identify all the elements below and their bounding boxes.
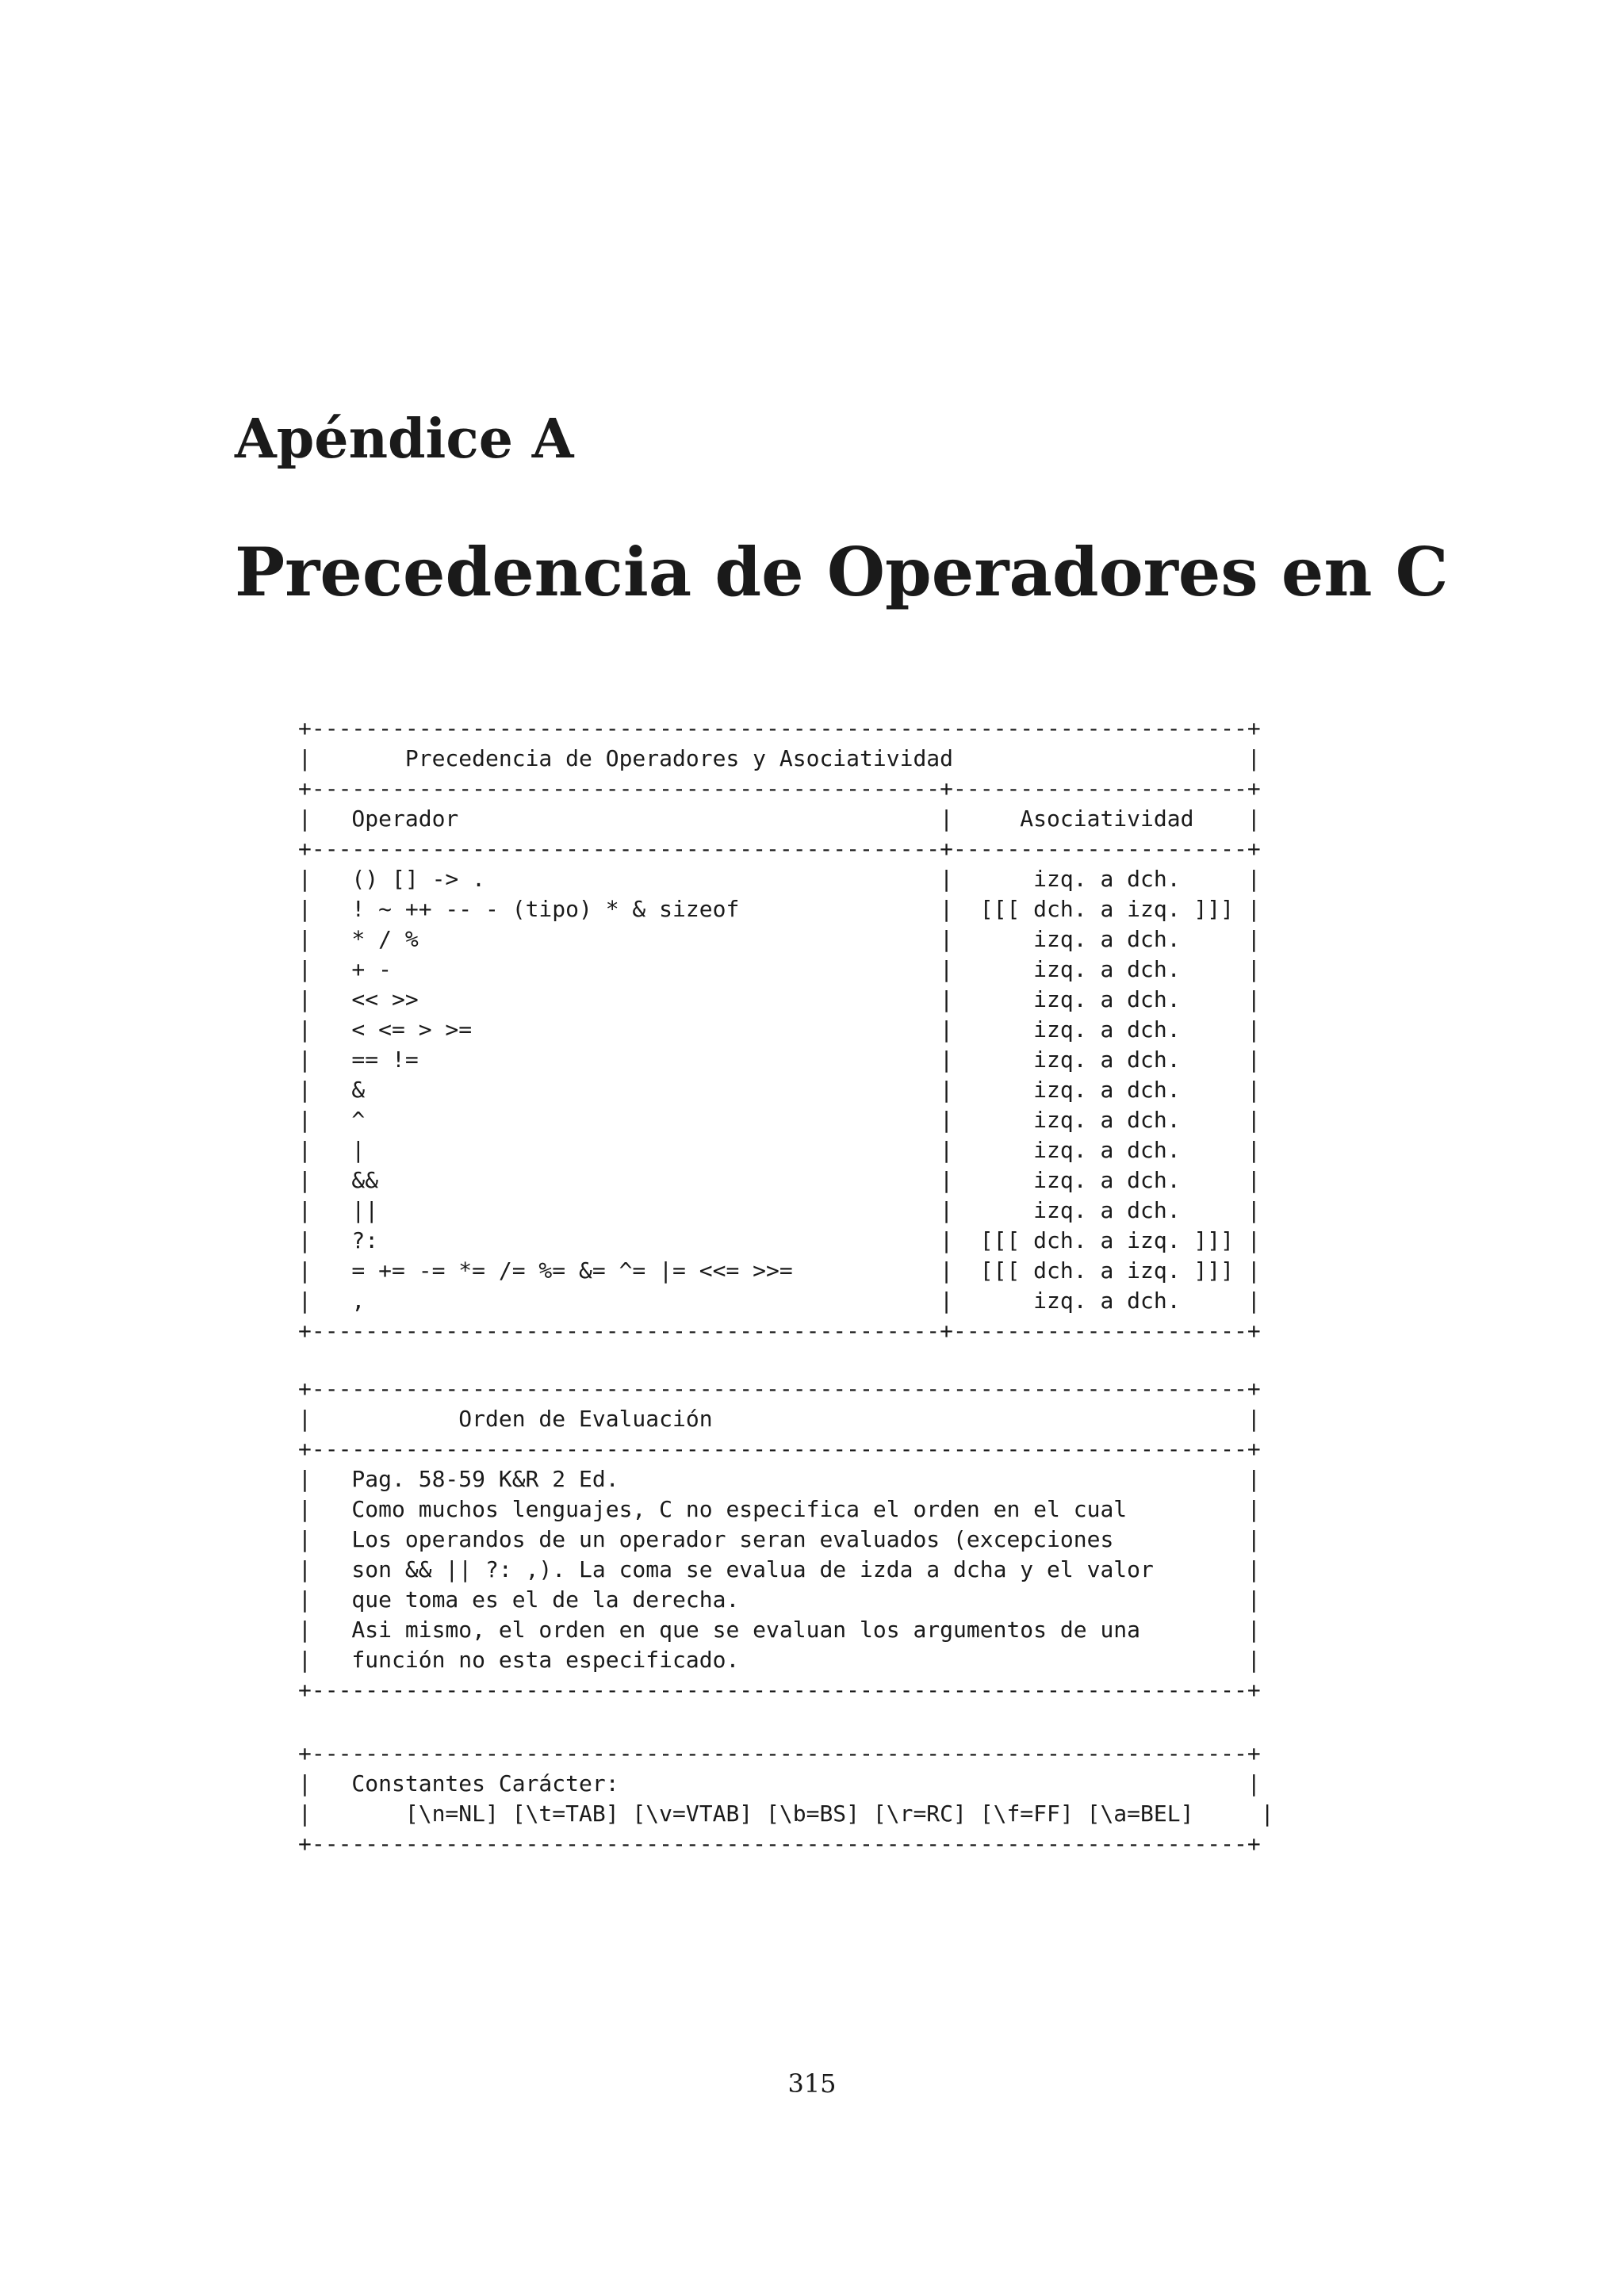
precedence-table-line: +----------------------------------------------------------------------+ <box>298 715 1261 741</box>
evaluation-order-box-line: | función no esta especificado. | <box>298 1647 1261 1673</box>
chapter-label: Apéndice A <box>235 408 574 471</box>
precedence-table-line: | = += -= *= /= %= &= ^= |= <<= >>= | [[[ dch. a izq. ]]] | <box>298 1257 1261 1284</box>
character-constants-box <box>298 1739 1274 1859</box>
evaluation-order-box-line: | Los operandos de un operador seran evaluados (excepciones | <box>298 1526 1261 1552</box>
evaluation-order-box-line: | que toma es el de la derecha. | <box>298 1586 1261 1613</box>
precedence-table <box>298 714 1261 1346</box>
precedence-table-line: | & | izq. a dch. | <box>298 1077 1261 1103</box>
precedence-table-line: | Precedencia de Operadores y Asociatividad | <box>298 745 1261 771</box>
evaluation-order-box-line: | Pag. 58-59 K&R 2 Ed. | <box>298 1466 1261 1492</box>
precedence-table-line: | * / % | izq. a dch. | <box>298 926 1261 952</box>
character-constants-box-line: +----------------------------------------------------------------------+ <box>298 1740 1261 1766</box>
evaluation-order-box-line: | Asi mismo, el orden en que se evaluan los argumentos de una | <box>298 1617 1261 1643</box>
precedence-table-line: | ^ | izq. a dch. | <box>298 1107 1261 1133</box>
precedence-table-line: | | | izq. a dch. | <box>298 1137 1261 1163</box>
evaluation-order-box-line: | Orden de Evaluación | <box>298 1406 1261 1432</box>
precedence-table-line: | + - | izq. a dch. | <box>298 956 1261 982</box>
precedence-table-line: | < <= > >= | izq. a dch. | <box>298 1016 1261 1043</box>
precedence-table-line: | ! ~ ++ -- - (tipo) * & sizeof | [[[ dch. a izq. ]]] | <box>298 896 1261 922</box>
precedence-table-line: +-----------------------------------------------+----------------------+ <box>298 775 1261 802</box>
character-constants-box-line: | Constantes Carácter: | <box>298 1770 1261 1797</box>
precedence-table-line: | () [] -> . | izq. a dch. | <box>298 866 1261 892</box>
character-constants-box-line: +----------------------------------------------------------------------+ <box>298 1831 1261 1857</box>
evaluation-order-box-line: +----------------------------------------------------------------------+ <box>298 1436 1261 1462</box>
precedence-table-line: | << >> | izq. a dch. | <box>298 986 1261 1012</box>
precedence-table-line: | || | izq. a dch. | <box>298 1197 1261 1223</box>
page-number: 315 <box>787 2068 837 2099</box>
precedence-table-line: | , | izq. a dch. | <box>298 1288 1261 1314</box>
precedence-table-line: | ?: | [[[ dch. a izq. ]]] | <box>298 1227 1261 1253</box>
precedence-table-line: +-----------------------------------------------+----------------------+ <box>298 836 1261 862</box>
evaluation-order-box-line: +----------------------------------------------------------------------+ <box>298 1376 1261 1402</box>
precedence-table-line: +-----------------------------------------------+----------------------+ <box>298 1318 1261 1344</box>
precedence-table-line: | && | izq. a dch. | <box>298 1167 1261 1193</box>
character-constants-box-line: | [\n=NL] [\t=TAB] [\v=VTAB] [\b=BS] [\r=RC] [\f=FF] [\a=BEL] | <box>298 1800 1274 1827</box>
precedence-table-line: | == != | izq. a dch. | <box>298 1047 1261 1073</box>
precedence-table-line: | Operador | Asociatividad | <box>298 806 1261 832</box>
evaluation-order-box-line: | Como muchos lenguajes, C no especifica el orden en el cual | <box>298 1496 1261 1522</box>
evaluation-order-box-line: | son && || ?: ,). La coma se evalua de izda a dcha y el valor | <box>298 1556 1261 1582</box>
evaluation-order-box-line: +----------------------------------------------------------------------+ <box>298 1677 1261 1703</box>
evaluation-order-box <box>298 1374 1261 1705</box>
chapter-title: Precedencia de Operadores en C <box>235 533 1449 611</box>
